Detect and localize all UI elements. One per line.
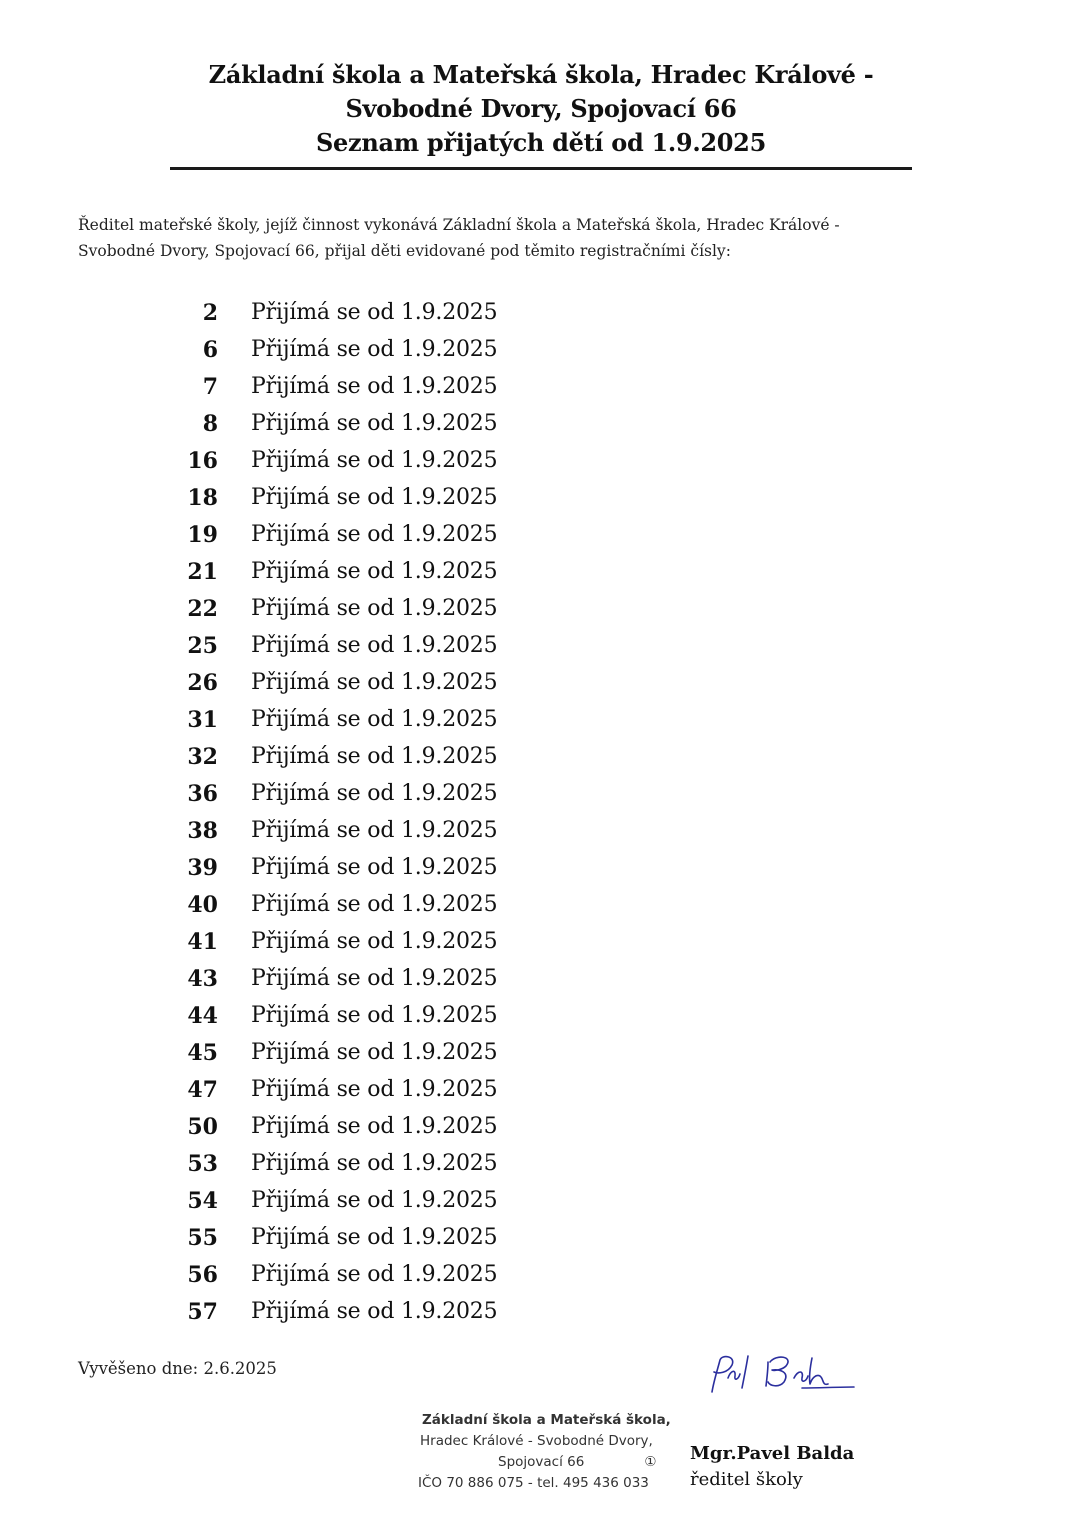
registration-number: 47: [187, 1076, 218, 1103]
registration-number: 50: [187, 1113, 218, 1140]
admission-row: [140, 627, 640, 664]
admission-status: Přijímá se od 1.9.2025: [251, 966, 498, 991]
admission-row: [140, 664, 640, 701]
stamp-line-2: Hradec Králové - Svobodné Dvory,: [420, 1433, 653, 1449]
admission-row: [140, 923, 640, 960]
admission-status: Přijímá se od 1.9.2025: [251, 522, 498, 547]
registration-number: 7: [202, 373, 218, 400]
admission-status: Přijímá se od 1.9.2025: [251, 1077, 498, 1102]
stamp-line-4: IČO 70 886 075 - tel. 495 436 033: [418, 1475, 649, 1491]
admission-status: Přijímá se od 1.9.2025: [251, 707, 498, 732]
intro-paragraph: [78, 212, 1008, 264]
intro-line-2: Svobodné Dvory, Spojovací 66, přijal děti evidované pod těmito registračními čísly:: [78, 242, 731, 260]
registration-number: 43: [187, 965, 218, 992]
admission-list: [140, 294, 640, 1330]
admission-status: Přijímá se od 1.9.2025: [251, 1262, 498, 1287]
document-title: Seznam přijatých dětí od 1.9.2025: [316, 128, 766, 157]
admission-row: [140, 1293, 640, 1330]
admission-row: [140, 738, 640, 775]
registration-number: 56: [187, 1261, 218, 1288]
admission-status: Přijímá se od 1.9.2025: [251, 1188, 498, 1213]
director-name: Mgr.Pavel Balda: [690, 1443, 855, 1464]
registration-number: 39: [187, 854, 218, 881]
admission-row: [140, 1256, 640, 1293]
registration-number: 53: [187, 1150, 218, 1177]
document-header: [170, 58, 912, 160]
registration-number: 16: [187, 447, 218, 474]
registration-number: 8: [202, 410, 218, 437]
registration-number: 40: [187, 891, 218, 918]
admission-row: [140, 775, 640, 812]
registration-number: 44: [187, 1002, 218, 1029]
admission-status: Přijímá se od 1.9.2025: [251, 1003, 498, 1028]
admission-status: Přijímá se od 1.9.2025: [251, 929, 498, 954]
admission-row: [140, 886, 640, 923]
admission-status: Přijímá se od 1.9.2025: [251, 781, 498, 806]
admission-status: Přijímá se od 1.9.2025: [251, 411, 498, 436]
registration-number: 41: [187, 928, 218, 955]
header-divider: [170, 167, 912, 170]
admission-status: Přijímá se od 1.9.2025: [251, 818, 498, 843]
registration-number: 45: [187, 1039, 218, 1066]
admission-status: Přijímá se od 1.9.2025: [251, 1151, 498, 1176]
registration-number: 26: [187, 669, 218, 696]
registration-number: 21: [187, 558, 218, 585]
stamp-line-1: Základní škola a Mateřská škola,: [422, 1412, 671, 1428]
admission-row: [140, 960, 640, 997]
admission-row: [140, 442, 640, 479]
registration-number: 55: [187, 1224, 218, 1251]
admission-row: [140, 701, 640, 738]
stamp-address: Spojovací 66: [498, 1454, 585, 1470]
registration-number: 18: [187, 484, 218, 511]
admission-status: Přijímá se od 1.9.2025: [251, 855, 498, 880]
director-signature: [698, 1352, 858, 1400]
admission-status: Přijímá se od 1.9.2025: [251, 300, 498, 325]
school-name-line-1: Základní škola a Mateřská škola, Hradec Králové -: [208, 60, 874, 89]
registration-number: 57: [187, 1298, 218, 1325]
admission-status: Přijímá se od 1.9.2025: [251, 744, 498, 769]
admission-status: Přijímá se od 1.9.2025: [251, 1114, 498, 1139]
registration-number: 6: [202, 336, 218, 363]
admission-status: Přijímá se od 1.9.2025: [251, 892, 498, 917]
admission-row: [140, 1108, 640, 1145]
stamp-number-mark: ①: [644, 1454, 657, 1470]
admission-status: Přijímá se od 1.9.2025: [251, 633, 498, 658]
admission-status: Přijímá se od 1.9.2025: [251, 670, 498, 695]
admission-status: Přijímá se od 1.9.2025: [251, 1040, 498, 1065]
admission-row: [140, 812, 640, 849]
school-name-line-2: Svobodné Dvory, Spojovací 66: [345, 94, 737, 123]
admission-status: Přijímá se od 1.9.2025: [251, 337, 498, 362]
admission-row: [140, 553, 640, 590]
intro-line-1: Ředitel mateřské školy, jejíž činnost vykonává Základní škola a Mateřská škola, Hradec Králové -: [78, 216, 840, 234]
registration-number: 54: [187, 1187, 218, 1214]
admission-row: [140, 1034, 640, 1071]
admission-status: Přijímá se od 1.9.2025: [251, 448, 498, 473]
stamp-line-3: [416, 1452, 676, 1473]
admission-row: [140, 516, 640, 553]
admission-row: [140, 997, 640, 1034]
admission-row: [140, 368, 640, 405]
registration-number: 19: [187, 521, 218, 548]
admission-status: Přijímá se od 1.9.2025: [251, 596, 498, 621]
registration-number: 32: [187, 743, 218, 770]
registration-number: 36: [187, 780, 218, 807]
admission-row: [140, 294, 640, 331]
admission-row: [140, 1219, 640, 1256]
admission-status: Přijímá se od 1.9.2025: [251, 1299, 498, 1324]
admission-status: Přijímá se od 1.9.2025: [251, 374, 498, 399]
admission-status: Přijímá se od 1.9.2025: [251, 1225, 498, 1250]
registration-number: 38: [187, 817, 218, 844]
registration-number: 2: [202, 299, 218, 326]
director-block: [690, 1441, 854, 1493]
admission-row: [140, 849, 640, 886]
director-title: ředitel školy: [690, 1469, 803, 1490]
registration-number: 25: [187, 632, 218, 659]
admission-row: [140, 1182, 640, 1219]
admission-row: [140, 1071, 640, 1108]
admission-row: [140, 331, 640, 368]
posted-date: Vyvěšeno dne: 2.6.2025: [78, 1359, 277, 1378]
school-stamp: [416, 1410, 676, 1494]
admission-row: [140, 590, 640, 627]
admission-row: [140, 479, 640, 516]
admission-row: [140, 405, 640, 442]
registration-number: 31: [187, 706, 218, 733]
admission-status: Přijímá se od 1.9.2025: [251, 485, 498, 510]
admission-row: [140, 1145, 640, 1182]
admission-status: Přijímá se od 1.9.2025: [251, 559, 498, 584]
registration-number: 22: [187, 595, 218, 622]
